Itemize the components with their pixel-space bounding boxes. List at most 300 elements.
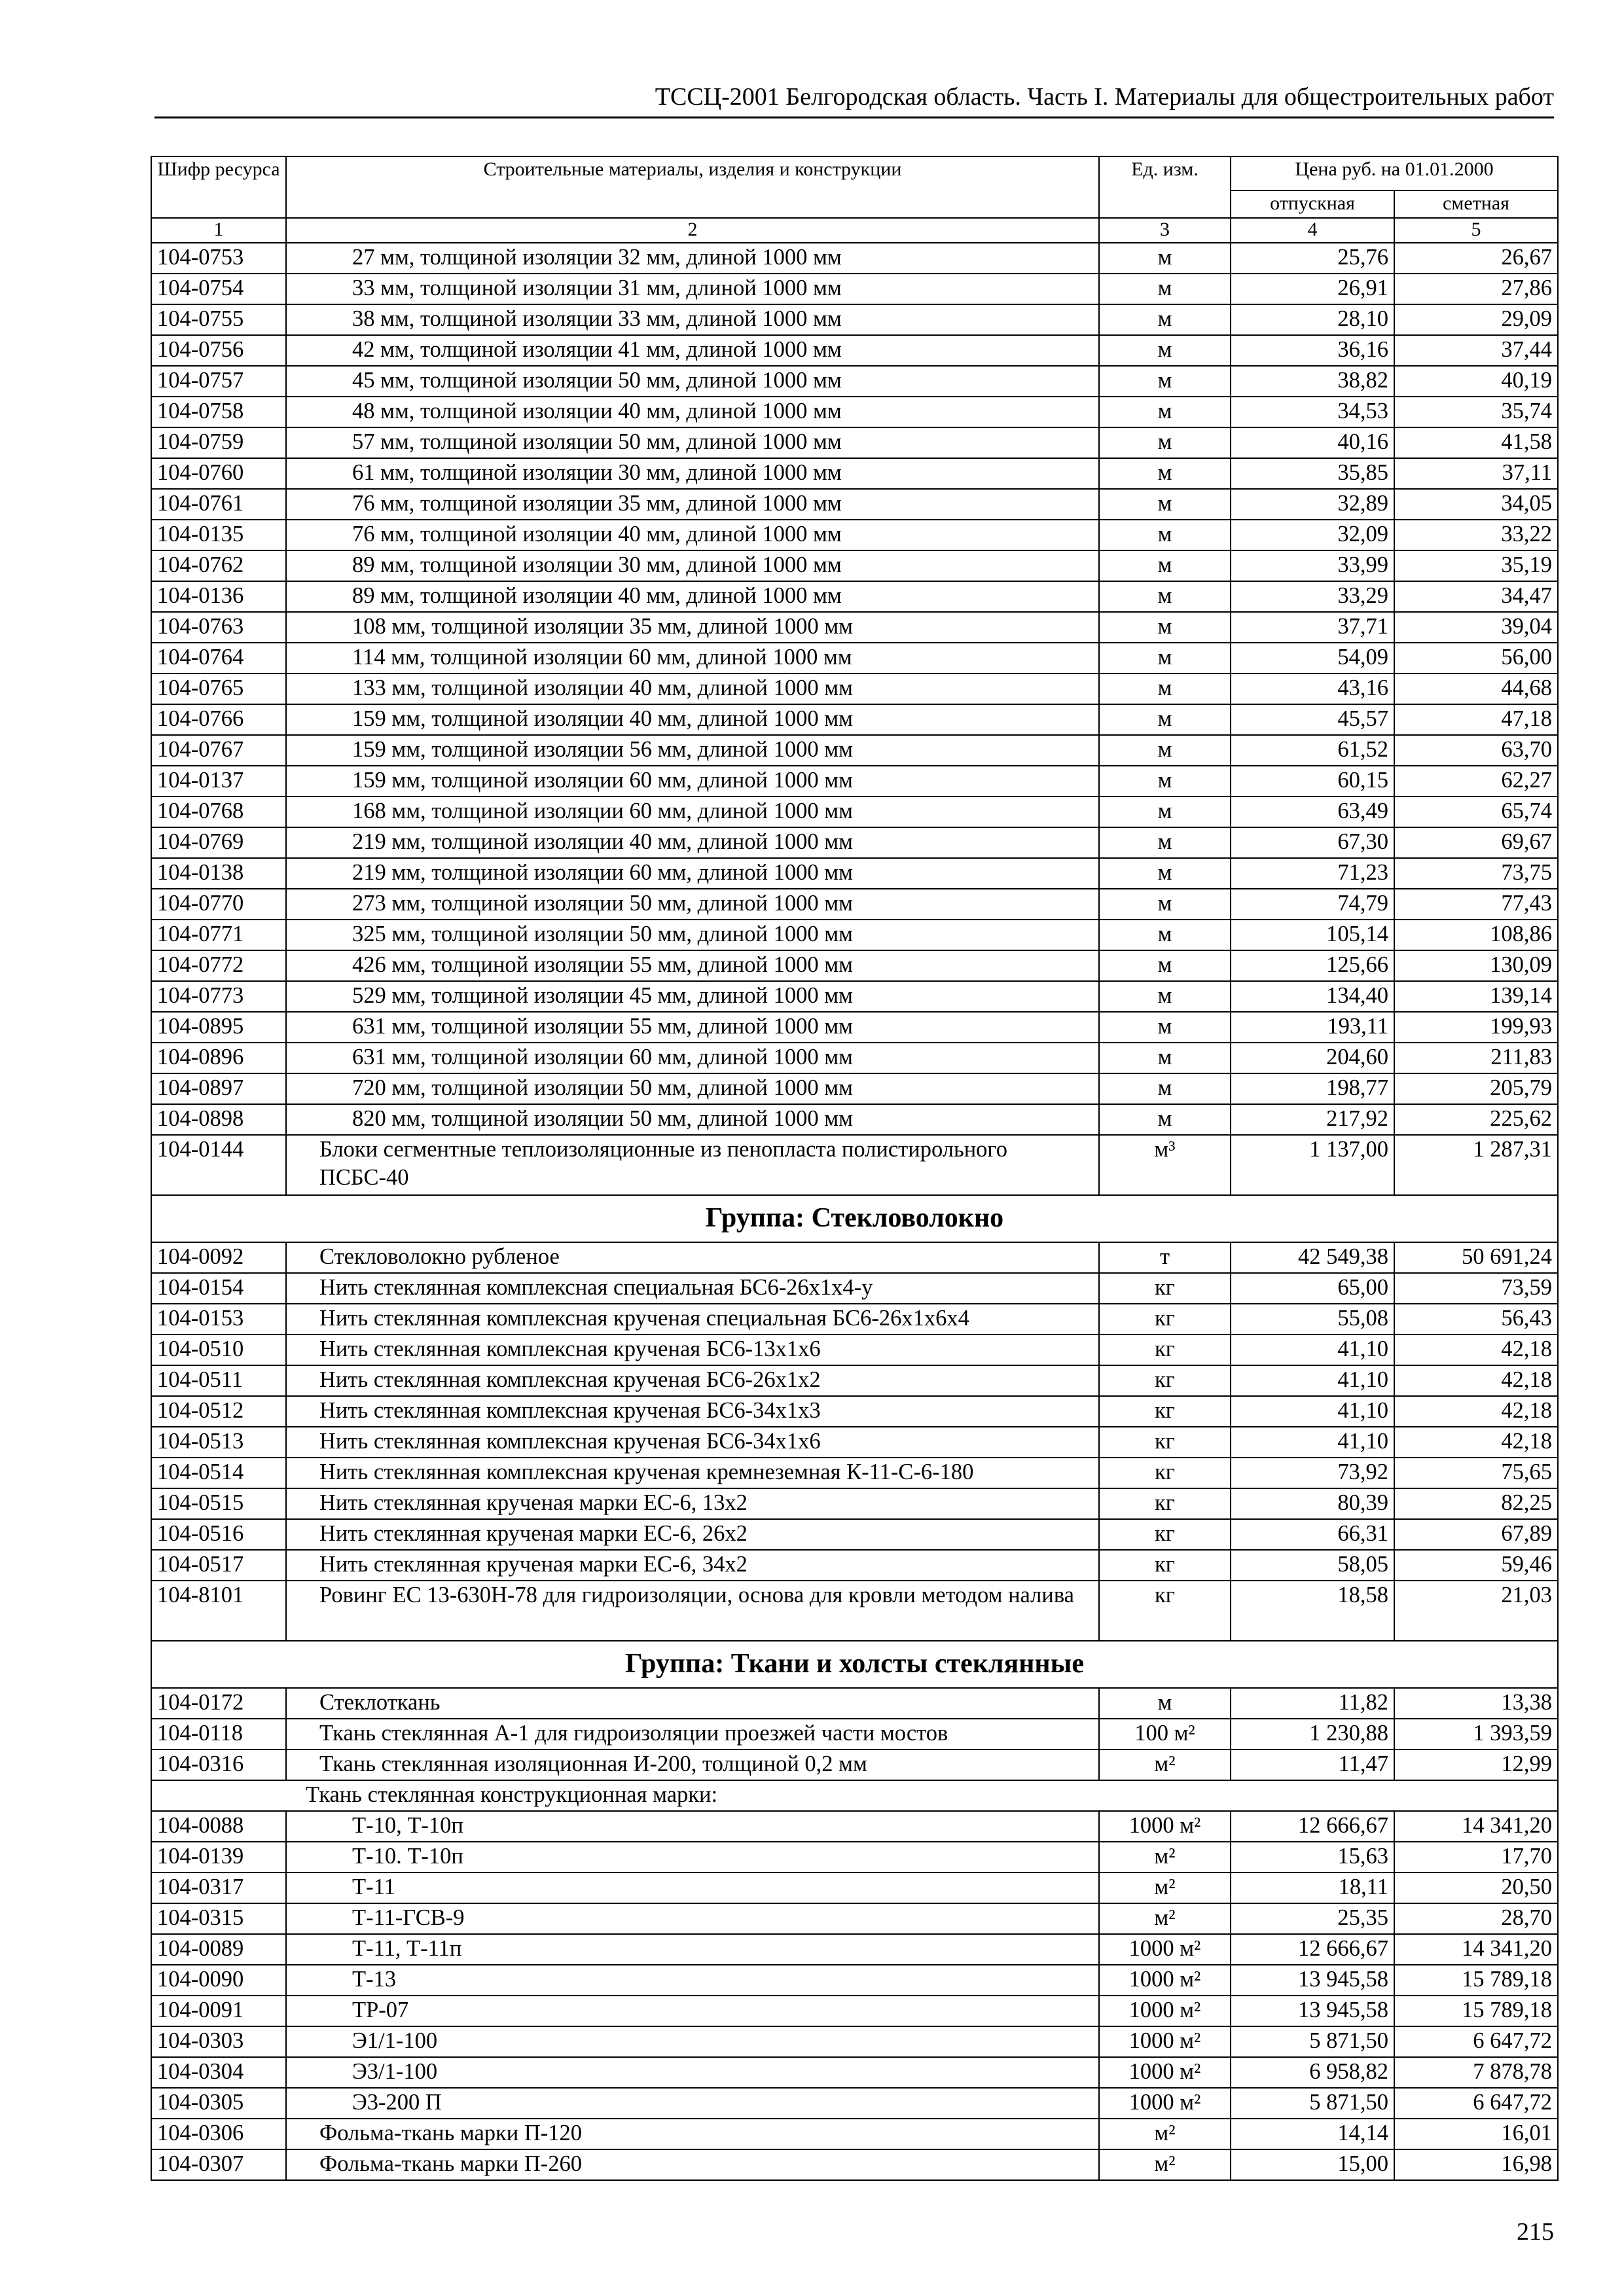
resource-code: 104-0515 (151, 1488, 286, 1519)
estimate-price: 63,70 (1394, 735, 1558, 766)
material-name: Т-10, Т-10п (286, 1811, 1099, 1842)
release-price: 40,16 (1231, 427, 1394, 458)
material-name: Т-10. Т-10п (286, 1842, 1099, 1873)
unit-cell: м² (1099, 2149, 1231, 2180)
material-name: 61 мм, толщиной изоляции 30 мм, длиной 1000 мм (286, 458, 1099, 489)
release-price: 41,10 (1231, 1427, 1394, 1458)
resource-code: 104-0772 (151, 950, 286, 981)
release-price: 58,05 (1231, 1550, 1394, 1581)
header-code: Шифр ресурса (151, 156, 286, 218)
material-name: Нить стеклянная комплексная крученая БС6-34х1х3 (286, 1396, 1099, 1427)
material-name: Нить стеклянная крученая марки ЕС-6, 13х2 (286, 1488, 1099, 1519)
resource-code: 104-0768 (151, 797, 286, 827)
page-number: 215 (1517, 2218, 1554, 2246)
column-number: 1 (151, 218, 286, 243)
estimate-price: 40,19 (1394, 366, 1558, 397)
release-price: 35,85 (1231, 458, 1394, 489)
material-name: Фольма-ткань марки П-260 (286, 2149, 1099, 2180)
resource-code: 104-0316 (151, 1749, 286, 1780)
release-price: 1 230,88 (1231, 1719, 1394, 1749)
unit-cell: м³ (1099, 1135, 1231, 1195)
unit-cell: м (1099, 981, 1231, 1012)
release-price: 105,14 (1231, 920, 1394, 950)
unit-cell: м (1099, 950, 1231, 981)
release-price: 41,10 (1231, 1365, 1394, 1396)
resource-code: 104-0118 (151, 1719, 286, 1749)
release-price: 14,14 (1231, 2119, 1394, 2149)
material-name: 42 мм, толщиной изоляции 41 мм, длиной 1000 мм (286, 335, 1099, 366)
header-unit: Ед. изм. (1099, 156, 1231, 218)
resource-code: 104-0758 (151, 397, 286, 427)
estimate-price: 14 341,20 (1394, 1811, 1558, 1842)
release-price: 13 945,58 (1231, 1996, 1394, 2026)
resource-code: 104-0764 (151, 643, 286, 673)
unit-cell: м (1099, 520, 1231, 550)
table-row (151, 735, 1558, 766)
estimate-price: 13,38 (1394, 1688, 1558, 1719)
table-row (151, 1903, 1558, 1934)
estimate-price: 41,58 (1394, 427, 1558, 458)
price-table (151, 156, 1559, 2181)
material-name: 159 мм, толщиной изоляции 56 мм, длиной 1000 мм (286, 735, 1099, 766)
release-price: 25,76 (1231, 243, 1394, 274)
resource-code: 104-0513 (151, 1427, 286, 1458)
unit-cell: м (1099, 397, 1231, 427)
unit-cell: м (1099, 581, 1231, 612)
unit-cell: м² (1099, 1903, 1231, 1934)
estimate-price: 35,74 (1394, 397, 1558, 427)
estimate-price: 15 789,18 (1394, 1965, 1558, 1996)
unit-cell: 1000 м² (1099, 2057, 1231, 2088)
unit-cell: м (1099, 889, 1231, 920)
estimate-price: 199,93 (1394, 1012, 1558, 1043)
release-price: 11,47 (1231, 1749, 1394, 1780)
table-row (151, 1842, 1558, 1873)
resource-code: 104-0135 (151, 520, 286, 550)
estimate-price: 69,67 (1394, 827, 1558, 858)
resource-code: 104-0766 (151, 704, 286, 735)
resource-code: 104-0761 (151, 489, 286, 520)
estimate-price: 56,00 (1394, 643, 1558, 673)
estimate-price: 16,98 (1394, 2149, 1558, 2180)
table-row (151, 643, 1558, 673)
estimate-price: 82,25 (1394, 1488, 1558, 1519)
header-rule (154, 117, 1554, 118)
material-name: 45 мм, толщиной изоляции 50 мм, длиной 1000 мм (286, 366, 1099, 397)
material-name: ТР-07 (286, 1996, 1099, 2026)
resource-code: 104-8101 (151, 1581, 286, 1641)
release-price: 41,10 (1231, 1335, 1394, 1365)
estimate-price: 56,43 (1394, 1304, 1558, 1335)
unit-cell: м (1099, 1043, 1231, 1073)
header-name: Строительные материалы, изделия и конструкции (286, 156, 1099, 218)
estimate-price: 6 647,72 (1394, 2088, 1558, 2119)
table-row (151, 335, 1558, 366)
release-price: 71,23 (1231, 858, 1394, 889)
unit-cell: м (1099, 427, 1231, 458)
material-name: Нить стеклянная крученая марки ЕС-6, 34х2 (286, 1550, 1099, 1581)
material-name: 76 мм, толщиной изоляции 35 мм, длиной 1000 мм (286, 489, 1099, 520)
unit-cell: м (1099, 550, 1231, 581)
resource-code: 104-0897 (151, 1073, 286, 1104)
estimate-price: 42,18 (1394, 1427, 1558, 1458)
material-name: Т-11-ГСВ-9 (286, 1903, 1099, 1934)
unit-cell: м² (1099, 1873, 1231, 1903)
estimate-price: 75,65 (1394, 1458, 1558, 1488)
subheading-row (151, 1780, 1558, 1811)
release-price: 125,66 (1231, 950, 1394, 981)
release-price: 43,16 (1231, 673, 1394, 704)
release-price: 32,09 (1231, 520, 1394, 550)
release-price: 67,30 (1231, 827, 1394, 858)
table-row (151, 1104, 1558, 1135)
estimate-price: 42,18 (1394, 1396, 1558, 1427)
resource-code: 104-0763 (151, 612, 286, 643)
material-name: Ткань стеклянная А-1 для гидроизоляции проезжей части мостов (286, 1719, 1099, 1749)
material-name: Т-13 (286, 1965, 1099, 1996)
release-price: 73,92 (1231, 1458, 1394, 1488)
resource-code: 104-0514 (151, 1458, 286, 1488)
release-price: 41,10 (1231, 1396, 1394, 1427)
table-row (151, 797, 1558, 827)
estimate-price: 7 878,78 (1394, 2057, 1558, 2088)
unit-cell: м (1099, 335, 1231, 366)
table-row (151, 1550, 1558, 1581)
estimate-price: 1 393,59 (1394, 1719, 1558, 1749)
material-name: 720 мм, толщиной изоляции 50 мм, длиной 1000 мм (286, 1073, 1099, 1104)
estimate-price: 16,01 (1394, 2119, 1558, 2149)
material-name: Э1/1-100 (286, 2026, 1099, 2057)
table-row (151, 274, 1558, 304)
material-name: 631 мм, толщиной изоляции 55 мм, длиной 1000 мм (286, 1012, 1099, 1043)
resource-code: 104-0090 (151, 1965, 286, 1996)
resource-code: 104-0153 (151, 1304, 286, 1335)
resource-code: 104-0307 (151, 2149, 286, 2180)
release-price: 5 871,50 (1231, 2026, 1394, 2057)
table-row (151, 704, 1558, 735)
material-name: Фольма-ткань марки П-120 (286, 2119, 1099, 2149)
unit-cell: 100 м² (1099, 1719, 1231, 1749)
estimate-price: 6 647,72 (1394, 2026, 1558, 2057)
resource-code: 104-0773 (151, 981, 286, 1012)
resource-code: 104-0754 (151, 274, 286, 304)
estimate-price: 205,79 (1394, 1073, 1558, 1104)
release-price: 13 945,58 (1231, 1965, 1394, 1996)
material-name: Нить стеклянная комплексная крученая БС6-13х1х6 (286, 1335, 1099, 1365)
resource-code: 104-0091 (151, 1996, 286, 2026)
table-row (151, 304, 1558, 335)
resource-code: 104-0771 (151, 920, 286, 950)
table-row (151, 1488, 1558, 1519)
estimate-price: 47,18 (1394, 704, 1558, 735)
unit-cell: м (1099, 1012, 1231, 1043)
resource-code: 104-0895 (151, 1012, 286, 1043)
release-price: 15,63 (1231, 1842, 1394, 1873)
column-number: 5 (1394, 218, 1558, 243)
release-price: 6 958,82 (1231, 2057, 1394, 2088)
table-row (151, 1811, 1558, 1842)
release-price: 15,00 (1231, 2149, 1394, 2180)
header-price-estimate: сметная (1394, 190, 1558, 218)
release-price: 26,91 (1231, 274, 1394, 304)
release-price: 34,53 (1231, 397, 1394, 427)
estimate-price: 108,86 (1394, 920, 1558, 950)
material-name: Нить стеклянная крученая марки ЕС-6, 26х2 (286, 1519, 1099, 1550)
material-name: Стеклоткань (286, 1688, 1099, 1719)
material-name: Э3/1-100 (286, 2057, 1099, 2088)
estimate-price: 65,74 (1394, 797, 1558, 827)
resource-code: 104-0512 (151, 1396, 286, 1427)
release-price: 38,82 (1231, 366, 1394, 397)
table-row (151, 1965, 1558, 1996)
material-name: 89 мм, толщиной изоляции 40 мм, длиной 1000 мм (286, 581, 1099, 612)
table-row (151, 1749, 1558, 1780)
resource-code: 104-0305 (151, 2088, 286, 2119)
material-name: 108 мм, толщиной изоляции 35 мм, длиной 1000 мм (286, 612, 1099, 643)
release-price: 66,31 (1231, 1519, 1394, 1550)
table-row (151, 397, 1558, 427)
material-name: 426 мм, толщиной изоляции 55 мм, длиной 1000 мм (286, 950, 1099, 981)
table-row (151, 1304, 1558, 1335)
unit-cell: 1000 м² (1099, 1811, 1231, 1842)
release-price: 18,58 (1231, 1581, 1394, 1641)
table-row (151, 243, 1558, 274)
unit-cell: м (1099, 766, 1231, 797)
material-name: 48 мм, толщиной изоляции 40 мм, длиной 1000 мм (286, 397, 1099, 427)
release-price: 18,11 (1231, 1873, 1394, 1903)
resource-code: 104-0767 (151, 735, 286, 766)
material-name: 219 мм, толщиной изоляции 60 мм, длиной 1000 мм (286, 858, 1099, 889)
estimate-price: 29,09 (1394, 304, 1558, 335)
material-name: 631 мм, толщиной изоляции 60 мм, длиной 1000 мм (286, 1043, 1099, 1073)
table-row (151, 1073, 1558, 1104)
unit-cell: т (1099, 1242, 1231, 1273)
estimate-price: 12,99 (1394, 1749, 1558, 1780)
resource-code: 104-0317 (151, 1873, 286, 1903)
unit-cell: кг (1099, 1550, 1231, 1581)
estimate-price: 26,67 (1394, 243, 1558, 274)
estimate-price: 34,47 (1394, 581, 1558, 612)
release-price: 54,09 (1231, 643, 1394, 673)
unit-cell: м (1099, 489, 1231, 520)
resource-code: 104-0139 (151, 1842, 286, 1873)
table-row (151, 458, 1558, 489)
unit-cell: кг (1099, 1365, 1231, 1396)
table-row (151, 1135, 1558, 1195)
release-price: 193,11 (1231, 1012, 1394, 1043)
material-name: Нить стеклянная комплексная специальная БС6-26х1х4-у (286, 1273, 1099, 1304)
unit-cell: м (1099, 366, 1231, 397)
estimate-price: 59,46 (1394, 1550, 1558, 1581)
material-name: 133 мм, толщиной изоляции 40 мм, длиной 1000 мм (286, 673, 1099, 704)
material-name: Э3-200 П (286, 2088, 1099, 2119)
estimate-price: 225,62 (1394, 1104, 1558, 1135)
unit-cell: м (1099, 1688, 1231, 1719)
estimate-price: 39,04 (1394, 612, 1558, 643)
subheading: Ткань стеклянная конструкционная марки: (151, 1780, 1558, 1811)
release-price: 36,16 (1231, 335, 1394, 366)
resource-code: 104-0306 (151, 2119, 286, 2149)
page-header-title: ТССЦ-2001 Белгородская область. Часть I. Материалы для общестроительных работ (655, 83, 1554, 111)
material-name: Ровинг ЕС 13-630Н-78 для гидроизоляции, основа для кровли методом налива (286, 1581, 1099, 1641)
resource-code: 104-0092 (151, 1242, 286, 1273)
group-heading: Группа: Ткани и холсты стеклянные (151, 1641, 1558, 1688)
material-name: 114 мм, толщиной изоляции 60 мм, длиной 1000 мм (286, 643, 1099, 673)
table-row (151, 1427, 1558, 1458)
group-heading-row (151, 1641, 1558, 1688)
release-price: 33,99 (1231, 550, 1394, 581)
table-row (151, 1581, 1558, 1641)
resource-code: 104-0511 (151, 1365, 286, 1396)
material-name: 33 мм, толщиной изоляции 31 мм, длиной 1000 мм (286, 274, 1099, 304)
unit-cell: м (1099, 243, 1231, 274)
group-heading: Группа: Стекловолокно (151, 1195, 1558, 1242)
unit-cell: м (1099, 274, 1231, 304)
unit-cell: м (1099, 673, 1231, 704)
release-price: 32,89 (1231, 489, 1394, 520)
unit-cell: кг (1099, 1519, 1231, 1550)
material-name: 168 мм, толщиной изоляции 60 мм, длиной 1000 мм (286, 797, 1099, 827)
material-name: 820 мм, толщиной изоляции 50 мм, длиной 1000 мм (286, 1104, 1099, 1135)
unit-cell: м (1099, 827, 1231, 858)
column-number: 4 (1231, 218, 1394, 243)
estimate-price: 17,70 (1394, 1842, 1558, 1873)
table-row (151, 1335, 1558, 1365)
release-price: 45,57 (1231, 704, 1394, 735)
header-price-release: отпускная (1231, 190, 1394, 218)
release-price: 42 549,38 (1231, 1242, 1394, 1273)
table-row (151, 981, 1558, 1012)
resource-code: 104-0154 (151, 1273, 286, 1304)
estimate-price: 67,89 (1394, 1519, 1558, 1550)
release-price: 12 666,67 (1231, 1934, 1394, 1965)
estimate-price: 28,70 (1394, 1903, 1558, 1934)
resource-code: 104-0303 (151, 2026, 286, 2057)
release-price: 60,15 (1231, 766, 1394, 797)
unit-cell: 1000 м² (1099, 1996, 1231, 2026)
table-row (151, 1365, 1558, 1396)
resource-code: 104-0759 (151, 427, 286, 458)
resource-code: 104-0765 (151, 673, 286, 704)
unit-cell: 1000 м² (1099, 2088, 1231, 2119)
release-price: 55,08 (1231, 1304, 1394, 1335)
table-row (151, 1043, 1558, 1073)
estimate-price: 34,05 (1394, 489, 1558, 520)
material-name: Т-11 (286, 1873, 1099, 1903)
material-name: Нить стеклянная комплексная крученая специальная БС6-26х1х6х4 (286, 1304, 1099, 1335)
material-name: 89 мм, толщиной изоляции 30 мм, длиной 1000 мм (286, 550, 1099, 581)
material-name: Нить стеклянная комплексная крученая кремнеземная К-11-С-6-180 (286, 1458, 1099, 1488)
resource-code: 104-0517 (151, 1550, 286, 1581)
release-price: 12 666,67 (1231, 1811, 1394, 1842)
resource-code: 104-0315 (151, 1903, 286, 1934)
material-name: 76 мм, толщиной изоляции 40 мм, длиной 1000 мм (286, 520, 1099, 550)
resource-code: 104-0760 (151, 458, 286, 489)
material-name: 57 мм, толщиной изоляции 50 мм, длиной 1000 мм (286, 427, 1099, 458)
table-row (151, 1273, 1558, 1304)
table-row (151, 2057, 1558, 2088)
unit-cell: кг (1099, 1335, 1231, 1365)
column-number: 3 (1099, 218, 1231, 243)
material-name: Блоки сегментные теплоизоляционные из пенопласта полистирольного ПСБС-40 (286, 1135, 1099, 1195)
resource-code: 104-0756 (151, 335, 286, 366)
unit-cell: м (1099, 612, 1231, 643)
unit-cell: м (1099, 1073, 1231, 1104)
table-row (151, 612, 1558, 643)
unit-cell: кг (1099, 1458, 1231, 1488)
unit-cell: м² (1099, 2119, 1231, 2149)
material-name: Т-11, Т-11п (286, 1934, 1099, 1965)
unit-cell: 1000 м² (1099, 1965, 1231, 1996)
estimate-price: 139,14 (1394, 981, 1558, 1012)
estimate-price: 42,18 (1394, 1365, 1558, 1396)
table-row (151, 581, 1558, 612)
release-price: 217,92 (1231, 1104, 1394, 1135)
estimate-price: 37,11 (1394, 458, 1558, 489)
estimate-price: 211,83 (1394, 1043, 1558, 1073)
unit-cell: м (1099, 458, 1231, 489)
table-row (151, 1396, 1558, 1427)
release-price: 37,71 (1231, 612, 1394, 643)
unit-cell: кг (1099, 1427, 1231, 1458)
unit-cell: кг (1099, 1488, 1231, 1519)
resource-code: 104-0770 (151, 889, 286, 920)
estimate-price: 44,68 (1394, 673, 1558, 704)
table-row (151, 2149, 1558, 2180)
estimate-price: 37,44 (1394, 335, 1558, 366)
release-price: 25,35 (1231, 1903, 1394, 1934)
release-price: 28,10 (1231, 304, 1394, 335)
unit-cell: м (1099, 304, 1231, 335)
release-price: 1 137,00 (1231, 1135, 1394, 1195)
resource-code: 104-0136 (151, 581, 286, 612)
material-name: 219 мм, толщиной изоляции 40 мм, длиной 1000 мм (286, 827, 1099, 858)
table-row (151, 1996, 1558, 2026)
table-row (151, 550, 1558, 581)
material-name: 159 мм, толщиной изоляции 40 мм, длиной 1000 мм (286, 704, 1099, 735)
unit-cell: кг (1099, 1273, 1231, 1304)
resource-code: 104-0898 (151, 1104, 286, 1135)
estimate-price: 42,18 (1394, 1335, 1558, 1365)
unit-cell: м (1099, 1104, 1231, 1135)
table-row (151, 1242, 1558, 1273)
estimate-price: 50 691,24 (1394, 1242, 1558, 1273)
estimate-price: 35,19 (1394, 550, 1558, 581)
material-name: Нить стеклянная комплексная крученая БС6-34х1х6 (286, 1427, 1099, 1458)
release-price: 5 871,50 (1231, 2088, 1394, 2119)
resource-code: 104-0138 (151, 858, 286, 889)
estimate-price: 14 341,20 (1394, 1934, 1558, 1965)
estimate-price: 73,75 (1394, 858, 1558, 889)
material-name: Ткань стеклянная изоляционная И-200, толщиной 0,2 мм (286, 1749, 1099, 1780)
resource-code: 104-0144 (151, 1135, 286, 1195)
table-row (151, 950, 1558, 981)
estimate-price: 62,27 (1394, 766, 1558, 797)
table-row (151, 1934, 1558, 1965)
unit-cell: м (1099, 735, 1231, 766)
estimate-price: 73,59 (1394, 1273, 1558, 1304)
table-row (151, 1012, 1558, 1043)
unit-cell: кг (1099, 1581, 1231, 1641)
estimate-price: 1 287,31 (1394, 1135, 1558, 1195)
material-name: Стекловолокно рубленое (286, 1242, 1099, 1273)
table-row (151, 2119, 1558, 2149)
column-number: 2 (286, 218, 1099, 243)
group-heading-row (151, 1195, 1558, 1242)
release-price: 33,29 (1231, 581, 1394, 612)
table-row (151, 673, 1558, 704)
release-price: 204,60 (1231, 1043, 1394, 1073)
